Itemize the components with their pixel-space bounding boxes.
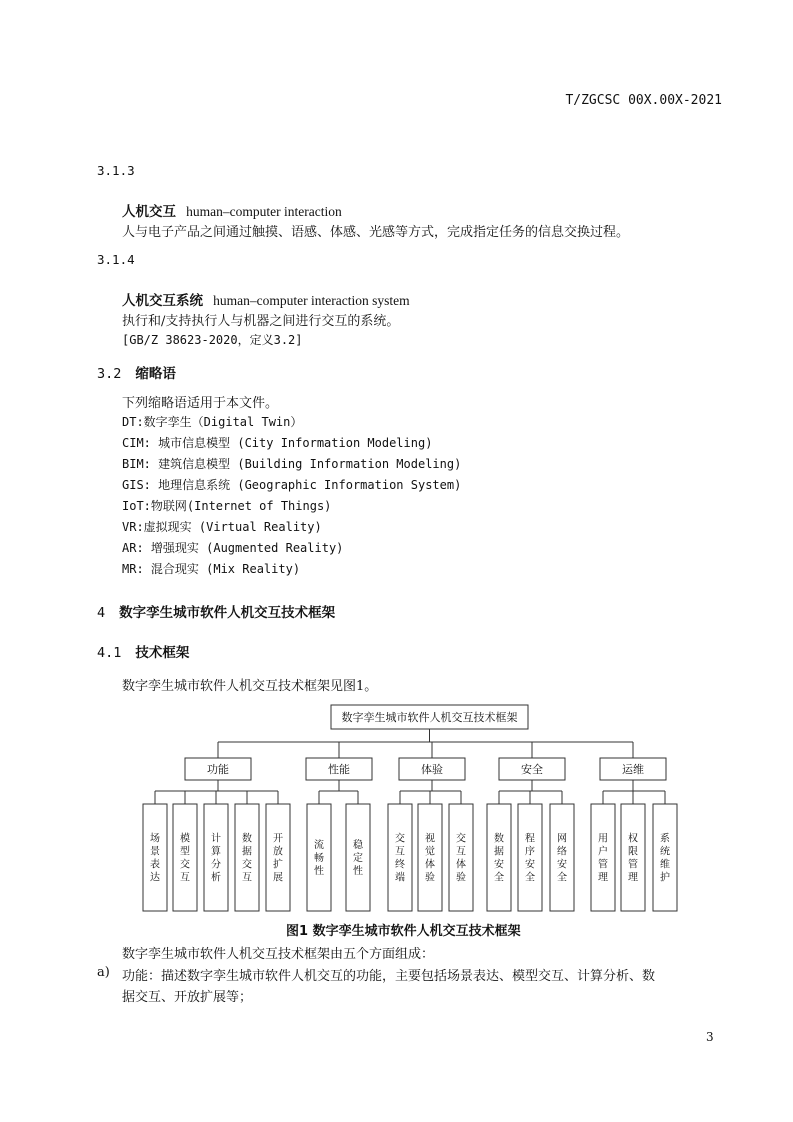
leaf-node-label: 流畅性 — [314, 840, 324, 877]
group-node-label: 功能 — [207, 763, 229, 776]
term-cn: 人机交互系统 — [122, 293, 203, 309]
group-node-label: 运维 — [622, 763, 644, 776]
definition-3-1-3: 人与电子产品之间通过触摸、语感、体感、光感等方式，完成指定任务的信息交换过程。 — [122, 225, 630, 240]
page-number: 3 — [706, 1030, 714, 1044]
leaf-node-box — [621, 804, 645, 911]
abbreviations-intro: 下列缩略语适用于本文件。 — [122, 396, 279, 411]
abbreviation-item: VR:虚拟现实 (Virtual Reality) — [122, 520, 322, 534]
clause-number-3-1-3: 3.1.3 — [97, 163, 135, 178]
framework-summary: 数字孪生城市软件人机交互技术框架由五个方面组成： — [122, 947, 435, 962]
leaf-node-label: 开放扩展 — [273, 833, 283, 884]
leaf-node-box — [204, 804, 228, 911]
abbreviation-item: GIS: 地理信息系统 (Geographic Information System) — [122, 478, 462, 492]
leaf-node-box — [418, 804, 442, 911]
leaf-node-box — [653, 804, 677, 911]
heading-title: 数字孪生城市软件人机交互技术框架 — [119, 605, 336, 621]
abbreviation-item: IoT:物联网(Internet of Things) — [122, 499, 332, 513]
leaf-node-box — [550, 804, 574, 911]
leaf-node-label: 交互体验 — [456, 833, 466, 884]
group-node-label: 性能 — [328, 763, 350, 776]
leaf-node-box — [591, 804, 615, 911]
leaf-node-box — [487, 804, 511, 911]
leaf-node-box — [266, 804, 290, 911]
definition-source: [GB/Z 38623-2020，定义3.2] — [122, 333, 303, 347]
definition-3-1-4: 执行和/支持执行人与机器之间进行交互的系统。 — [122, 314, 400, 329]
heading-number: 4 — [97, 605, 106, 621]
term-cn: 人机交互 — [122, 204, 176, 220]
heading-number: 4.1 — [97, 645, 122, 661]
root-node-label: 数字孪生城市软件人机交互技术框架 — [341, 711, 518, 724]
list-item-a-line2: 据交互、开放扩展等； — [122, 990, 253, 1005]
leaf-node-label: 模型交互 — [180, 833, 190, 884]
term-en: human–computer interaction — [186, 204, 342, 219]
abbreviation-item: AR: 增强现实 (Augmented Reality) — [122, 541, 344, 555]
leaf-node-box — [143, 804, 167, 911]
figure-caption: 图1 数字孪生城市软件人机交互技术框架 — [286, 924, 521, 939]
clause-number-3-1-4: 3.1.4 — [97, 252, 135, 267]
leaf-node-box — [173, 804, 197, 911]
leaf-node-label: 数据交互 — [242, 833, 252, 884]
leaf-node-label: 系统维护 — [660, 833, 670, 884]
leaf-node-label: 场景表达 — [150, 833, 160, 884]
leaf-node-label: 计算分析 — [211, 833, 221, 884]
heading-title: 技术框架 — [135, 645, 190, 661]
heading-title: 缩略语 — [135, 366, 176, 382]
abbreviation-item: CIM: 城市信息模型 (City Information Modeling) — [122, 436, 433, 450]
group-node-label: 体验 — [421, 763, 443, 776]
leaf-node-label: 视觉体验 — [425, 833, 435, 884]
leaf-node-box — [449, 804, 473, 911]
leaf-node-label: 稳定性 — [353, 840, 363, 877]
leaf-node-label: 权限管理 — [628, 833, 638, 884]
leaf-node-label: 程序安全 — [525, 833, 535, 884]
leaf-node-box — [388, 804, 412, 911]
list-marker-a: a) — [97, 965, 110, 980]
abbreviation-item: MR: 混合现实 (Mix Reality) — [122, 562, 301, 576]
leaf-node-box — [235, 804, 259, 911]
leaf-node-box — [518, 804, 542, 911]
document-code: T/ZGCSC 00X.00X-2021 — [565, 93, 722, 108]
group-node-label: 安全 — [521, 763, 543, 776]
leaf-node-label: 交互终端 — [395, 833, 405, 884]
leaf-node-label: 用户管理 — [598, 833, 608, 884]
abbreviation-item: BIM: 建筑信息模型 (Building Information Modeling) — [122, 457, 462, 471]
heading-number: 3.2 — [97, 366, 122, 382]
leaf-node-label: 网络安全 — [557, 833, 567, 884]
term-en: human–computer interaction system — [213, 293, 410, 308]
figure-reference: 数字孪生城市软件人机交互技术框架见图1。 — [122, 679, 378, 694]
abbreviation-item: DT:数字孪生（Digital Twin） — [122, 415, 303, 429]
leaf-node-label: 数据安全 — [494, 833, 504, 884]
list-item-a-line1: 功能：描述数字孪生城市软件人机交互的功能，主要包括场景表达、模型交互、计算分析、数 — [122, 969, 656, 984]
